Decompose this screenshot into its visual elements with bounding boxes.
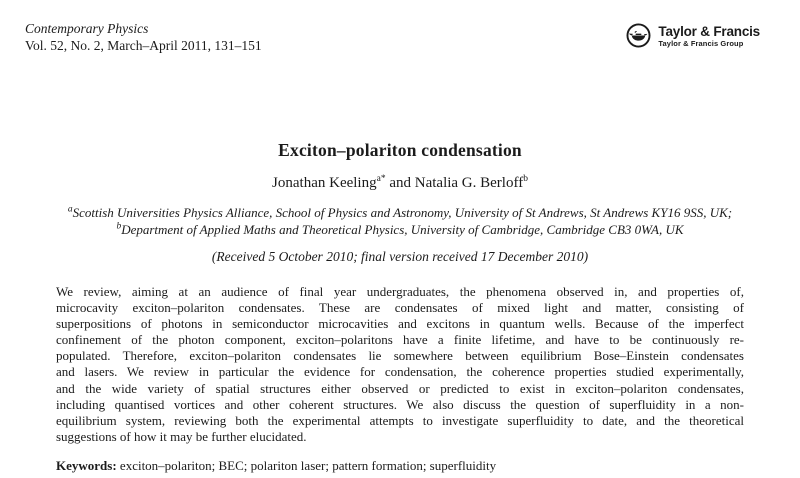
abstract-line: equilibrium system, reviewing both the experimental attempts to investigate superfluidity to date, and the theoretical — [56, 412, 744, 428]
publisher-group: Taylor & Francis Group — [658, 38, 744, 48]
author-1-superscript: a* — [376, 174, 386, 184]
journal-issue-line: Vol. 52, No. 2, March–April 2011, 131–151 — [25, 38, 262, 53]
abstract-line: and lasers. We review in particular the evidence for condensation, the coherence properties studied experimentally, — [56, 364, 744, 380]
journal-header — [0, 0, 800, 54]
abstract-line: and the wide variety of spatial structures either observed or predicted to exist in exciton–polariton condensates, — [56, 380, 744, 396]
abstract-line: suggestions of how it may be further elucidated. — [56, 428, 307, 444]
affiliation-text: Scottish Universities Physics Alliance, School of Physics and Astronomy, University of St Andrews, St Andrews KY16 9SS, UK; — [72, 205, 733, 220]
affiliation-line — [0, 222, 800, 239]
authors-line — [0, 175, 800, 192]
authors-connector: and — [385, 175, 415, 191]
taylor-francis-lamp-icon — [626, 23, 651, 48]
abstract-line: microcavity exciton–polariton condensates. These are condensates of mixed light and matter, consisting of — [56, 300, 744, 316]
abstract-line: confinement of the photon component, exciton–polaritons have a finite lifetime, and have to be continuously re- — [56, 332, 744, 348]
author-2: Natalia G. Berloff — [414, 175, 524, 191]
article-title: Exciton–polariton condensation — [278, 140, 522, 160]
publisher-logo — [626, 23, 760, 48]
keywords-text: exciton–polariton; BEC; polariton laser; pattern formation; superfluidity — [119, 457, 497, 473]
affiliations — [0, 205, 800, 238]
publisher-text — [658, 24, 760, 48]
abstract-line: We review, aiming at an audience of final year undergraduates, the phenomena observed in, and properties of, — [56, 284, 744, 299]
abstract-line: populated. Therefore, exciton–polariton condensates lie somewhere between equilibrium Bose–Einstein condensates — [56, 348, 744, 364]
abstract — [56, 284, 744, 445]
affiliation-text: Department of Applied Maths and Theoretical Physics, University of Cambridge, Cambridge CB3 0WA, UK — [121, 221, 684, 237]
affiliation-line — [0, 205, 800, 222]
author-2-superscript: b — [523, 174, 528, 184]
keywords-line — [56, 458, 744, 474]
abstract-line: superpositions of photons in semiconductor microcavities and excitons in quantum wells. Because of the imperfect — [56, 316, 744, 332]
affiliation-superscript: a — [67, 204, 73, 215]
journal-name: Contemporary Physics — [25, 21, 149, 36]
author-1: Jonathan Keeling — [272, 175, 377, 191]
affiliation-superscript: b — [116, 221, 122, 232]
publisher-name: Taylor & Francis — [658, 23, 760, 39]
abstract-line: including quantised vortices and other coherent structures. We also discuss the question of superfluidity in a non- — [56, 396, 744, 412]
received-line: (Received 5 October 2010; final version received 17 December 2010) — [211, 249, 589, 264]
keywords-label: Keywords: — [56, 457, 117, 473]
journal-info — [25, 20, 262, 54]
